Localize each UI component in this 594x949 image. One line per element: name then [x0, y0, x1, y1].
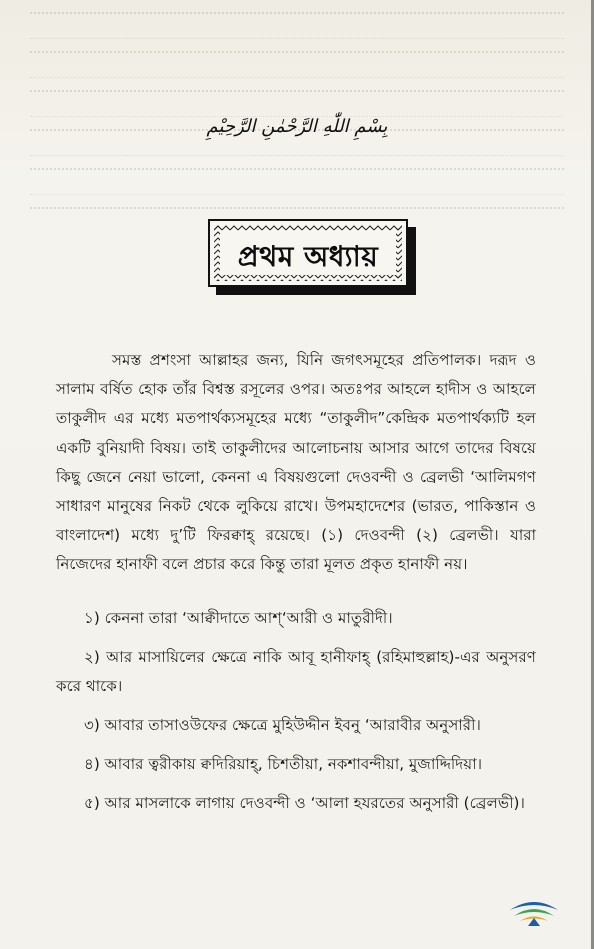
point-item: ২) আর মাসায়িলের ক্ষেত্রে নাকি আবূ হানীফাহ্ (রহিমাহুল্লাহ)-এর অনুসরণ করে থাকে।	[56, 648, 536, 695]
point-item: ৫) আর মাসলাকে লাগায় দেওবন্দী ও ‘আলা হযরতের অনুসারী (ব্রেলভী)।	[84, 794, 525, 812]
point-list	[56, 604, 536, 818]
publisher-logo-icon	[508, 888, 560, 928]
point-item: ৪) আবার ত্বরীকায় ক্বদিরিয়াহ্, চিশতীয়া, নকশাবন্দীয়া, মুজাদ্দিদিয়া।	[84, 755, 483, 773]
intro-paragraph: সমস্ত প্রশংসা আল্লাহর জন্য, যিনি জগৎসমূহের প্রতিপালক। দরূদ ও সালাম বর্ষিত হোক তাঁর বিশ্বস্ত রসূলের ওপর। অতঃপর আহলে হাদীস ও আহলে তাকুলীদ এর মধ্যে মতপার্থক্যসমূহের মধ্যে “তাকুলীদ”কেন্দ্রিক মতপার্থক্যটি হল একটি বুনিয়াদী বিষয়। তাই তাকুলীদের আলোচনায় আসার আগে তাদের বিষয়ে কিছু জেনে নেয়া ভালো, কেননা এ বিষয়গুলো দেওবন্দী ও ব্রেলভী ‘আলিমগণ সাধারণ মানুষের নিকট থেকে লুকিয়ে রাখে। উপমহাদেশের (ভারত, পাকিস্তান ও বাংলাদেশ) মধ্যে দু’টি ফিরক্বাহ্ রয়েছে। (১) দেওবন্দী (২) ব্রেলভী। যারা নিজেদের হানাফী বলে প্রচার করে কিন্তু তারা মূলত প্রকৃত হানাফী নয়।	[56, 351, 536, 574]
point-item: ১) কেননা তারা ‘আক্বীদাতে আশ্‘আরী ও মাতুরীদী।	[84, 609, 393, 627]
bismillah: بِسْمِ اللّٰهِ الرَّحْمٰنِ الرَّحِيْمِ	[206, 116, 388, 137]
intro-paragraph-block	[56, 346, 536, 580]
point-item: ৩) আবার তাসাওউফের ক্ষেত্রে মুহিউদ্দীন ইবনু ‘আরাবীর অনুসারী।	[84, 716, 481, 734]
show-through-text	[0, 0, 594, 210]
chapter-title: প্রথম অধ্যায়	[237, 240, 379, 273]
chapter-title-box	[208, 219, 408, 287]
